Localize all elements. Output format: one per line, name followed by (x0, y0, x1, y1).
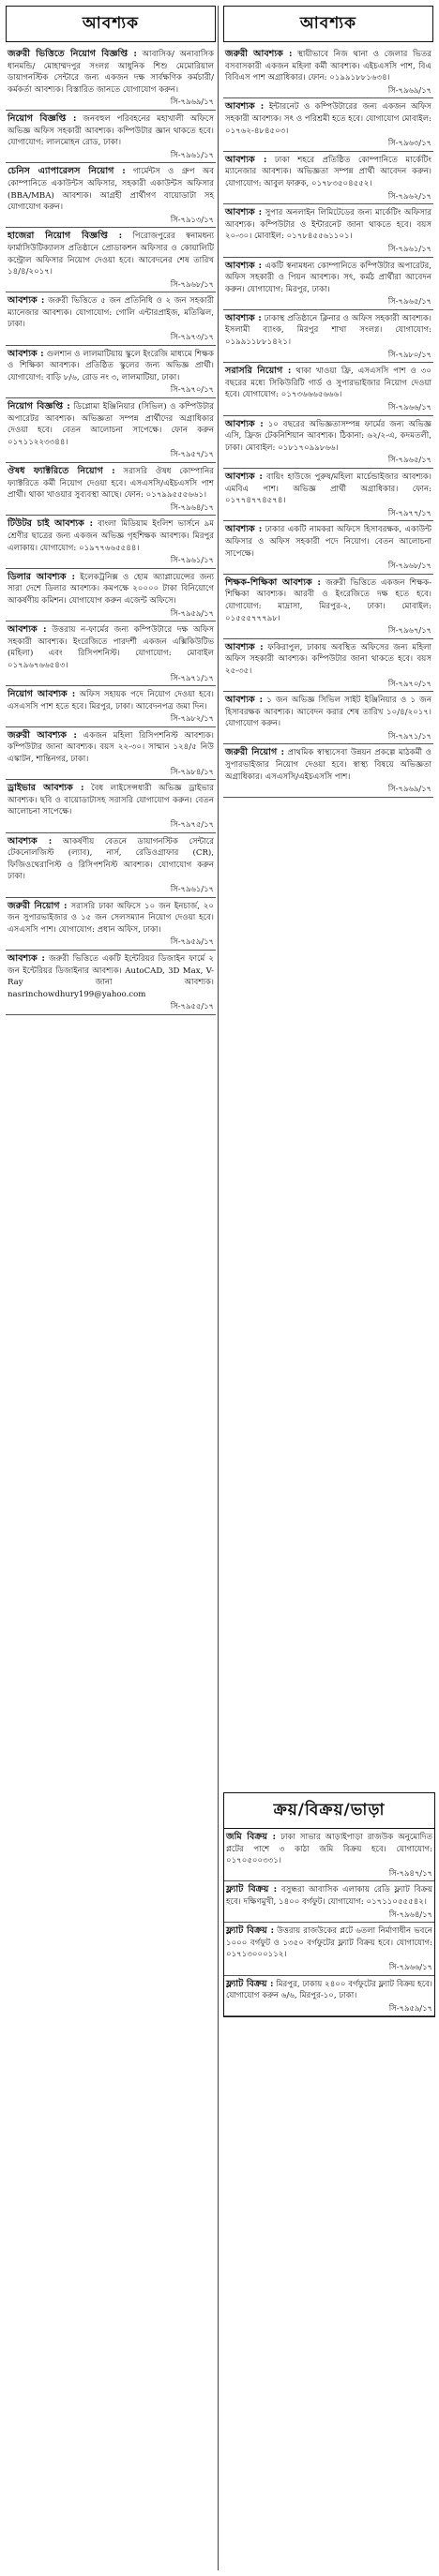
classified-ad (224, 1923, 434, 1975)
ad-lead: আবশ্যক : (225, 695, 264, 706)
ad-text: ঢাকা সাভার আড়াইপাড়া রাজউক অনুমোদিত প্লটের পাশে ৩ কাঠা জমি বিক্রয় হবে। যোগাযোগ: ০১৭০৫০০৩৩১। (226, 1833, 432, 1866)
section-heading-right: আবশ্যক (223, 6, 433, 42)
classified-ad (6, 111, 216, 163)
ad-lead: নিয়োগ বিজ্ঞপ্তি : (8, 112, 77, 124)
ad-text: সরাসরি ঔষধ কোম্পানির ফ্যাক্টরিতে কর্মী নিয়োগ দেওয়া হবে। এসএসসি/এইচএসসি পাশ প্রার্থী। থাকা খাওয়ার সুব্যবস্থা আছে। ফোন: ০১৭৯৯৫৫৫৬৬১। (8, 467, 215, 501)
ad-ref: সি-৭৯৬২/১৭ (387, 190, 431, 201)
ad-ref: সি-৭৯৭১/১৭ (170, 672, 214, 682)
ad-text: বায়িং হাউজে পুরুষ/মহিলা মার্চেন্ডাইজার আবশ্যক। এমবিএ পাশ। অভিজ্ঞ প্রার্থী অগ্রাধিকার। ফোন: ০১৭৭৪৭৭৪৫৭৪। (225, 472, 431, 506)
classified-ad-list (224, 1829, 434, 2016)
classified-ad (6, 833, 216, 898)
classified-ad (223, 469, 433, 521)
ad-ref: সি-৭৯৬৫/১৭ (387, 296, 431, 307)
ad-lead: জরুরী আবশ্যক : (225, 49, 293, 59)
ad-ref: সি-৭৯৬১/১৭ (170, 884, 214, 893)
ad-text: আকর্ষণীয় বেতনে ডায়াগনস্টিক সেন্টারে টেকনোলজিস্ট (ল্যাব), নার্স, রেডিওগ্রাফার (CR), ফিজিওথেরাপিস্ট ও রিসিপশনিস্ট আবশ্যক। যোগাযোগ করুন ঢাকা। (8, 836, 214, 882)
classified-ad (223, 744, 433, 797)
classified-ad (223, 98, 433, 151)
ad-text: জরুরী ভিত্তিতে একজন শিক্ষক-শিক্ষিকা আবশ্যক। আরবী ও ইংরেজিতে দক্ষ হতে হবে। যোগাযোগ: মাদ্রাসা, মিরপুর-২, ঢাকা। মোবাইল: ০১৫৫৫৭৭৭৯৮। (225, 577, 432, 623)
ad-lead: আবশ্যক : (8, 348, 44, 359)
ad-lead: জরুরী ভিত্তিতে নিয়োগ বিজ্ঞপ্তি : (8, 49, 137, 59)
ad-ref: সি-৭৯৬৫/১৭ (387, 455, 431, 465)
ad-lead: নিয়োগ বিজ্ঞপ্তি : (8, 401, 70, 412)
ad-text: ঢাকা শহরে প্রতিষ্ঠিত কোম্পানিতে মার্কেটিং ম্যানেজার আবশ্যক। অভিজ্ঞতা সম্পন্ন প্রার্থী আবেদন করুন। যোগাযোগ: আবুল ফারুক, ০১৭৮৩৫০৪৫৫২। (225, 155, 431, 188)
classified-ad (6, 292, 216, 345)
classified-ad (223, 152, 433, 204)
ad-text: গার্মেন্টস ও গ্রুপ অব কোম্পানিতে একাউন্টস অফিসার, সহকারী একাউন্টস অফিসার (BBA/MBA) আবশ্যক। আগ্রহী প্রার্থীগণ বায়োডাটা সহ যোগাযোগ করুন। (8, 167, 215, 213)
ad-lead: আবশ্যক : (8, 624, 47, 636)
ad-ref: সি-৭৯৮২/১৭ (170, 713, 214, 724)
column-divider (218, 6, 219, 2570)
ad-lead: নিয়োগ আবশ্যক : (8, 689, 76, 700)
ad-ref: সি-৭৯৫৯/১৭ (170, 936, 214, 947)
classified-ad (223, 258, 433, 310)
ad-text: ১০ বছরের অভিজ্ঞতাসম্পন্ন ফার্মের জন্য অভিজ্ঞ এসি, ফ্রিজ টেকনিশিয়ান আবশ্যক। ঠিকানা: ৬২/২-এ, কদমতলী, ঢাকা। মোবাইল: ০১৮১৭০৯৯৮৬৬। (225, 419, 431, 453)
classifieds-heading: ক্রয়/বিক্রয়/ভাড়া (224, 1793, 434, 1829)
ad-text: উত্তরায় রাজউকের প্লটে ৬তলা নির্মাণাধীন ভবনে ১০০০ বর্গফুট ও ১৩৫০ বর্গফুটের ফ্ল্যাট বিক্রয় হবে। যোগাযোগ: ০১৭১৩০০০১১২। (226, 1926, 432, 1960)
ad-text: সুপার অনলাইন লিমিটেডের জন্য মার্কেটিং অফিসার আবশ্যক। কম্পিউটার ও ইন্টারনেট জানা থাকতে হবে। বয়স ২০-৩০। মোবাইল: ০১৭৮৪৫৫৬১১০১। (225, 208, 431, 242)
ad-text: পিরোজপুরের স্বনামধন্য ফার্মাসিউটিক্যালস প্রতিষ্ঠানে প্রোডাকশন অফিসার ও কোয়ালিটি কন্ট্রোল অফিসার নিয়োগ দেওয়া হবে। আবেদনের শেষ তারিখ ১৪/৪/২০১৭। (8, 232, 215, 277)
ad-lead: আবশ্যক : (225, 641, 264, 652)
ad-lead: ফ্ল্যাট বিক্রয় : (226, 1925, 274, 1937)
ad-ref: সি-৭৯৬৪/১৭ (170, 502, 214, 512)
classified-ad (223, 416, 433, 469)
ad-lead: জরুরী আবশ্যক : (8, 729, 77, 741)
ad-text: সরাসরি ঢাকা অফিসে ১০ জন ইনচার্জ, ২০ জন সুপারভাইজার ও ১৫ জন সেলসম্যান নিয়োগ দেওয়া হবে। এসএসসি পাশ। যোগাযোগ: প্রধান অফিস, ঢাকা। (8, 901, 214, 935)
ad-lead: হাজেরা নিয়োগ বিজ্ঞপ্তি : (8, 231, 123, 242)
ad-ref: সি-৭৯৫৫/১৭ (170, 1001, 214, 1011)
classified-ad (6, 163, 216, 228)
ad-text: ফকিরাপুল, ঢাকায় অবস্থিত অফিসের জন্য মহিলা অফিস সহকারী আবশ্যক। কম্পিউটার জানা থাকতে হবে। বয়স ২৫-৩৫। (225, 642, 431, 676)
classified-ad (6, 46, 216, 111)
ad-ref: সি-৭৯৭৩/১৭ (170, 332, 214, 342)
ad-ref: সি-৭৯৬৯/১৭ (387, 84, 431, 95)
ad-ref: সি-৭৯৬১/১৭ (387, 243, 431, 253)
ad-text: প্রাথমিক স্বাস্থ্যসেবা উন্নয়ন প্রকল্পে মাঠকর্মী ও সুপারভাইজার নিয়োগ দেওয়া হবে। স্বাস্থ্য বিষয়ে অভিজ্ঞতা অগ্রাধিকার। এসএসসি/এইচএসসি পাশ। (225, 748, 431, 782)
classified-ad (223, 363, 433, 415)
ad-lead: ফ্ল্যাট বিক্রয় : (226, 1978, 274, 1989)
ad-lead: আবশ্যক : (225, 154, 267, 165)
ad-ref: সি-৭৯৭১/১৭ (387, 730, 431, 741)
right-column (223, 6, 433, 1787)
ad-text: ডিপ্লোমা ইঞ্জিনিয়ার (সিভিল) ও কম্পিউটার অপারেটর আবশ্যক। অভিজ্ঞতা সম্পন্ন প্রার্থীদের অগ্রাধিকার দেওয়া হবে। বেতন আলোচনা সাপেক্ষে। ফোন করুন ০১৭১১২২৩৩৪৪। (8, 402, 214, 447)
ad-text: ইন্টারনেট ও কম্পিউটারের জন্য একজন অফিস সহকারী আবশ্যক। সৎ ও পরিশ্রমী হতে হবে। যোগাযোগ মোবাইল: ০১৭৬২-৪৮৪৫০৩। (225, 102, 431, 136)
ad-lead: আবশ্যক : (225, 524, 263, 535)
ad-ref: সি-৭৯৬৮/১৭ (387, 561, 431, 571)
ad-text: বৈধ লাইসেন্সধারী অভিজ্ঞ ড্রাইভার আবশ্যক। ছবি ও বায়োডাটাসহ সরাসরি যোগাযোগ করুন। বেতন আলোচনা সাপেক্ষে। (8, 784, 214, 817)
ad-text: একটি স্বনামধন্য কোম্পানিতে কম্পিউটার অপারেটর, অফিস সহকারী ও পিয়ন আবশ্যক। সৎ, কর্মঠ প্রার্থীরা আবেদন করুন। যোগাযোগ: মিরপুর, ঢাকা। (225, 261, 431, 294)
ad-text: একজন মহিলা রিসিপশনিস্ট আবশ্যক। কম্পিউটার জানা আবশ্যক। বয়স ২২-৩০। সান্মান ১২৪/৫ নিউ এস্কাটন, শান্তিনগর, ঢাকা। (8, 730, 215, 765)
classified-ad (223, 521, 433, 574)
ad-text: থাকা খাওয়া ফ্রি, এসএসসি পাশ ও ৩০ বছরের মধ্যে সিকিউরিটি গার্ড ও সুপারভাইজার নিয়োগ দেওয়া হবে। যোগাযোগ: ০১৭৩৬৬৬৫৬৬৬। (225, 367, 431, 400)
classified-ad (224, 1829, 434, 1881)
ad-ref: সি-৭৯৬৭/১৭ (387, 625, 431, 636)
classified-ad (223, 692, 433, 744)
ad-ref: সি-৭৯৭৭/১৭ (387, 507, 431, 517)
classified-ad (6, 463, 216, 516)
classified-ad (223, 46, 433, 98)
ad-lead: চেনিস এ্যাপারেলস নিয়োগ : (8, 166, 126, 177)
ad-lead: টিউটর চাই আবশ্যক : (8, 518, 94, 530)
ad-text: ইলেকট্রনিক্স ও হোম অ্যাপ্লায়েন্সের জন্য সারা দেশে ডিলার আবশ্যক। কমপক্ষে ২০০০০ টাকা বিনিয়োগে আকর্ষণীয় কমিশন। যোগাযোগ করুন এজেন্ট অফিসে। (8, 572, 215, 606)
ad-ref: সি-৭৯৮০/১৭ (387, 349, 431, 359)
ad-ref: সি-৭৯৬৬/১৭ (388, 1961, 432, 1971)
ad-text: ঢাকাস্থ প্রতিষ্ঠানে ক্লিনার ও অফিস সহকারী আবশ্যক। ইসলামী ব্যাংক, মিরপুর শাখা সংলগ্ন। যোগাযোগ: ০১৯৯১১৮৮১৪২১। (225, 313, 432, 348)
ad-ref: সি-৭৯৬৩/১৭ (387, 138, 431, 148)
ad-lead: ডিলার আবশ্যক : (8, 571, 76, 582)
classifieds-box (223, 1792, 435, 2017)
ad-text: মিরপুর, ঢাকায় ২৪০০ বর্গফুটের ফ্ল্যাট বিক্রয় হবে। যোগাযোগ করুন ৬/৬, মিরপুর-১০, ঢাকা। (226, 1979, 433, 2001)
ad-ref: সি-৭৯৪৭/১৭ (388, 1867, 432, 1878)
ad-ref: সি-৭৯৬৯/১৭ (387, 784, 431, 794)
ad-ref: সি-৭৯৬৯/১৭ (170, 97, 214, 107)
ad-lead: আবশ্যক : (8, 952, 45, 964)
ad-ref: সি-৭৯৭০/১৭ (170, 384, 214, 395)
classified-ad (6, 686, 216, 727)
classified-ad (6, 569, 216, 622)
ad-lead: আবশ্যক : (225, 207, 263, 218)
ad-text: ১ জন অভিজ্ঞ সিভিল সাইট ইঞ্জিনিয়ার ও ১ জন হিসাবরক্ষক আবশ্যক। আবেদন করার শেষ তারিখ ১০/৪/২০১৭। যোগাযোগ করুন। (225, 696, 431, 729)
ad-lead: আবশ্যক : (225, 260, 263, 271)
ad-text: বাংলা মিডিয়াম ইংলিশ ভার্সনে ৯ম শ্রেণীর ছাত্রের জন্য একজন অভিজ্ঞ গৃহশিক্ষক আবশ্যক। মিরপুর এলাকায়। যোগাযোগ: ০১৯৭৭৬৬৫৫৪৪। (8, 519, 214, 553)
left-ad-list (6, 46, 216, 1015)
ad-ref: সি-৭৯১৩/১৭ (170, 214, 214, 224)
ad-lead: ফ্ল্যাট বিক্রয় : (226, 1884, 278, 1895)
classified-ad (6, 898, 216, 951)
ad-lead: জরুরী নিয়োগ : (225, 747, 285, 758)
classified-ad (224, 1881, 434, 1923)
ad-ref: সি-৭৯৭০/১৭ (387, 678, 431, 688)
ad-text: জনবহুল পরিবহনের মহাখালী অফিসে অভিজ্ঞ অফিস সহকারী আবশ্যক। কম্পিউটার জ্ঞান থাকতে হবে। যোগাযোগ: লালমোহন রোড, ঢাকা। (8, 113, 215, 148)
classified-ad (223, 575, 433, 639)
ad-text: ঢাকার একটি নামকরা অফিসে হিসাবরক্ষক, একাউন্ট অফিসার ও অফিস সহকারী পদে নিয়োগ। বেতন আলোচনা সাপেক্ষে। (225, 525, 431, 559)
ad-lead: আবশ্যক : (225, 418, 264, 429)
classified-ad (223, 310, 433, 363)
ad-text: জরুরী ভিত্তিতে একটি ইন্টেরিয়র ডিজাইন ফার্মে ২ জন ইন্টেরিয়র ডিজাইনার আবশ্যক। AutoCAD, 3D Max, V-Ray জানা আবশ্যক। nasrinchowdhury199@yahoo.com (8, 953, 214, 999)
ad-text: উত্তরায় ন-ফার্মের জন্য কম্পিউটারে দক্ষ অফিস সহকারী আবশ্যক। ইংরেজিতে পারদর্শী একজন এক্সিকিউটিভ (মহিলা) এবং রিসিপশনিস্ট। যোগাযোগ: মোবাইল ০১৭৯৬৭৬৬৫৪৩। (8, 625, 214, 670)
ad-lead: আবশ্যক : (8, 835, 53, 846)
ad-ref: সি-৭৯৬৪/১৭ (388, 1909, 432, 1919)
ad-ref: সি-৭৯৬১/১৭ (170, 149, 214, 159)
ad-lead: আবশ্যক : (225, 312, 262, 323)
ad-ref: সি-৭৯৬৬/১৭ (387, 402, 431, 412)
ad-lead: ড্রাইভার আবশ্যক : (8, 783, 84, 794)
ad-ref: সি-৭৯৭৫/১৭ (170, 819, 214, 830)
ad-lead: আবশ্যক : (225, 101, 265, 112)
classified-ad (223, 639, 433, 692)
ad-lead: আবশ্যক : (8, 295, 45, 307)
ad-lead: জমি বিক্রয় : (226, 1832, 277, 1842)
classified-ad (6, 398, 216, 463)
ad-text: বসুন্ধরা আবাসিক এলাকায় রেডি ফ্ল্যাট বিক্রয় হবে। দক্ষিণমুখী, ১৪০০ বর্গফুট। যোগাযোগ: ০১৭১১০৫৫৫৪২। (226, 1885, 433, 1907)
ad-text: জরুরী ভিত্তিতে ৫ জন প্রতিনিধি ও ২ জন সহকারী ম্যানেজার আবশ্যক। যোগাযোগ: গোলি এন্টারপ্রাইজ, মতিঝিল, ঢাকা। (8, 296, 214, 330)
ad-ref: সি-৭৯৫৯/১৭ (170, 607, 214, 618)
classified-ad (223, 204, 433, 257)
classified-ad (6, 727, 216, 780)
left-column (6, 6, 216, 2570)
ad-lead: জরুরী নিয়োগ : (8, 900, 68, 911)
right-ad-list (223, 46, 433, 798)
ad-ref: সি-৭৯৫৯/১৭ (388, 2002, 432, 2013)
ad-lead: আবশ্যক : (225, 472, 263, 482)
ad-lead: ঔষধ ফ্যাক্টরিতে নিয়োগ : (8, 466, 115, 476)
ad-ref: সি-৭৯৮৪/১৭ (170, 766, 214, 776)
classified-ad (6, 622, 216, 686)
classified-ad (224, 1976, 434, 2017)
classified-ad (6, 516, 216, 568)
section-heading-left: আবশ্যক (6, 6, 216, 42)
classified-ad (6, 780, 216, 832)
ad-text: অফিস সহায়ক পদে নিয়োগ দেওয়া হবে। এসএসসি পাশ হতে হবে। মিরপুর, ঢাকা। আবেদনপত্র জমা দিন। (8, 690, 214, 711)
ad-ref: সি-৭৯৬৮/১৭ (170, 278, 214, 289)
classified-ad (6, 228, 216, 292)
classified-ad (6, 346, 216, 398)
ad-text: গুলশান ও লালমাটিয়ায় স্কুলে ইংরেজি মাধ্যমে শিক্ষক ও শিক্ষিকা আবশ্যক। প্রতিষ্ঠিত স্কুলের জন্য অভিজ্ঞ প্রার্থী। যোগাযোগ: বাড়ি ৮/৬, রোড নং ৩, লালমাটিয়া, ঢাকা। (8, 349, 214, 382)
ad-ref: সি-৭৯৬১/১৭ (170, 555, 214, 565)
ad-ref: সি-৭৯৫৭/১৭ (170, 449, 214, 459)
ad-text: স্থায়ীভাবে নিজ থানা ও জেলার ভিতর বসবাসকারী একজন মহিলা কর্মী আবশ্যক। এইচএসসি পাশ, বিএ বিবিএস পাশ অগ্রাধিকার। ফোন: ০১৯৯১৮৮১৬৩৪। (225, 50, 432, 83)
ad-lead: সরাসরি নিয়োগ : (225, 366, 292, 377)
classified-ad (6, 951, 216, 1015)
ad-lead: শিক্ষক-শিক্ষিকা আবশ্যক : (225, 577, 321, 588)
ad-text: আবাসিক/ অনাবাসিক ধানমন্ডি/ মোহাম্মদপুর সংলগ্ন আধুনিক শিশু মেমোরিয়াল ডায়াগনস্টিক সেন্টারে জন্য একজন দক্ষ সার্বক্ষণিক কর্মচারী/ কর্মকর্তা আবশ্যক। বিস্তারিত জানতে যোগাযোগ করুন। (8, 50, 214, 95)
